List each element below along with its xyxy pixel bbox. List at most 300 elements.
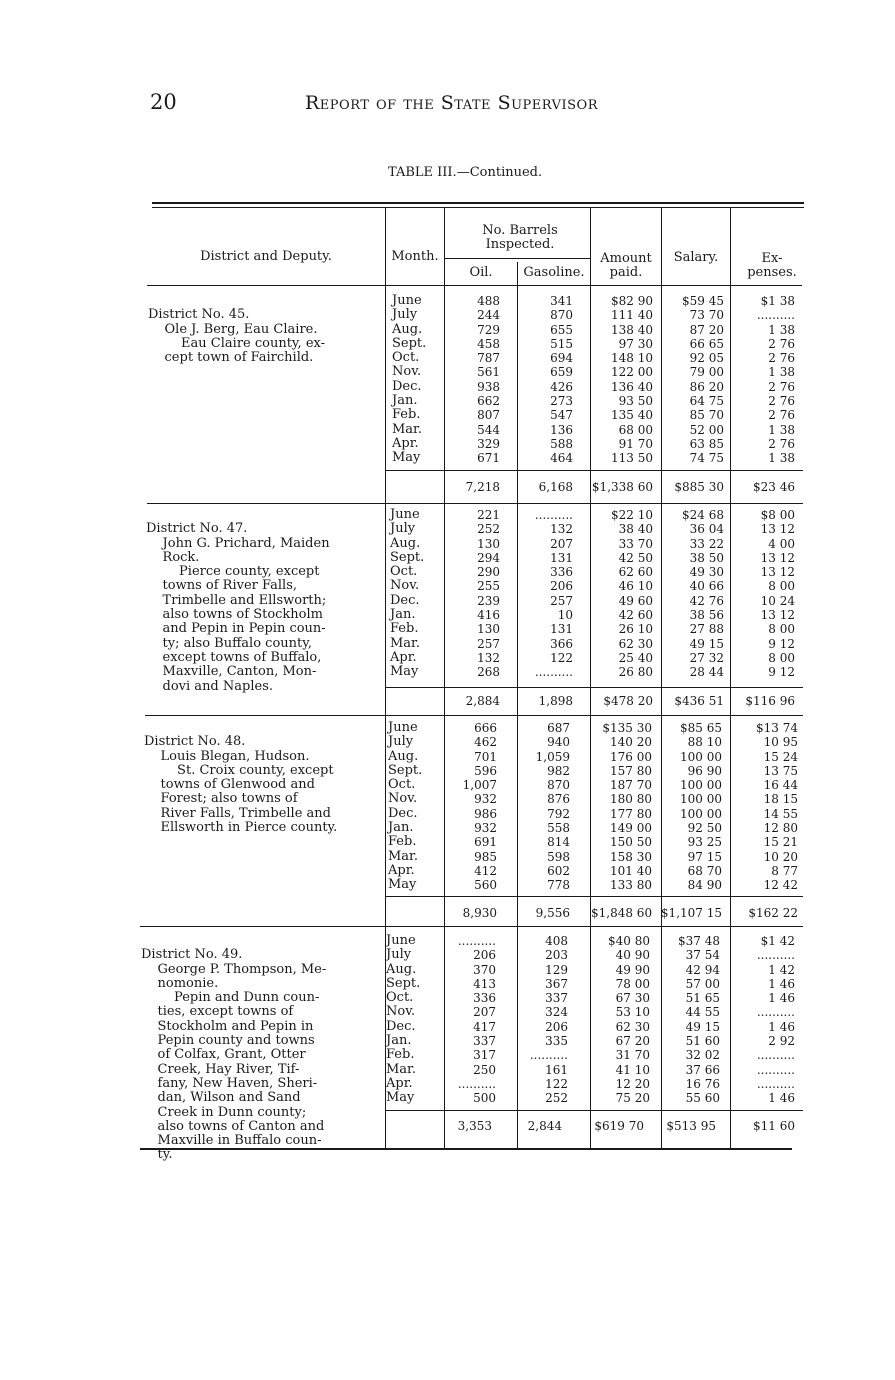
expenses-cell: 1 46 (768, 1019, 795, 1034)
gasoline-cell: 122 (550, 650, 573, 665)
month-cell: Oct. (388, 777, 416, 793)
salary-cell: 32 02 (685, 1048, 720, 1063)
district-line: St. Croix county, except (144, 762, 334, 778)
district-line: District No. 45. (148, 307, 250, 323)
salary-cell: 93 25 (687, 835, 722, 850)
salary-cell: 51 65 (685, 991, 720, 1006)
expenses-cell: 1 46 (768, 1091, 795, 1106)
amount-cell: 135 40 (611, 408, 653, 423)
amount-cell: 138 40 (611, 322, 653, 337)
oil-column (445, 294, 500, 466)
salary-cell: 33 22 (689, 536, 724, 551)
expenses-cell: 1 38 (768, 422, 795, 437)
gasoline-cell: 337 (545, 991, 568, 1006)
month-cell: June (392, 293, 422, 308)
amount-cell: 93 50 (618, 394, 653, 409)
oil-cell: 206 (473, 948, 496, 963)
district-line: ties, except towns of (141, 1004, 294, 1020)
month-cell: July (386, 947, 412, 963)
month-cell: Feb. (390, 621, 419, 637)
total-gasoline: 2,844 (527, 1119, 562, 1133)
gasoline-cell: .......... (529, 1048, 568, 1063)
amount-cell: 12 20 (615, 1076, 650, 1091)
gasoline-cell: 207 (550, 536, 573, 551)
salary-cell: 63 85 (689, 436, 724, 451)
month-cell: Nov. (388, 791, 418, 807)
expenses-cell: 13 12 (760, 565, 795, 580)
month-cell: Aug. (390, 535, 421, 551)
amount-cell: 148 10 (611, 351, 653, 366)
gasoline-cell: 940 (547, 735, 570, 750)
amount-column (591, 934, 650, 1106)
gasoline-column (518, 294, 573, 466)
amount-cell: 38 40 (618, 522, 653, 537)
amount-cell: 122 00 (611, 365, 653, 380)
district-line: nomonie. (141, 975, 219, 991)
total-amount: $1,848 60 (591, 906, 653, 920)
gasoline-cell: 588 (550, 436, 573, 451)
month-cell: Aug. (386, 961, 417, 977)
expenses-column (731, 294, 795, 466)
district-line: District No. 48. (144, 734, 246, 750)
expenses-column (727, 934, 795, 1106)
gasoline-column (518, 721, 570, 893)
oil-cell: .......... (457, 1076, 496, 1091)
month-cell: May (388, 877, 417, 893)
total-rule (385, 687, 803, 688)
oil-cell: 932 (474, 821, 497, 836)
gasoline-cell: 870 (547, 778, 570, 793)
amount-cell: 113 50 (611, 451, 653, 466)
total-rule (385, 470, 803, 471)
district-line: Pepin county and towns (141, 1033, 315, 1049)
barrels-subrule (445, 258, 590, 259)
amount-cell: 26 80 (618, 665, 653, 680)
district-line: District No. 47. (146, 521, 248, 537)
salary-cell: 27 88 (689, 622, 724, 637)
expenses-cell: 1 38 (768, 322, 795, 337)
amount-cell: 75 20 (615, 1091, 650, 1106)
oil-cell: 268 (477, 665, 500, 680)
total-salary: $885 30 (674, 480, 724, 494)
amount-cell: $22 10 (611, 508, 653, 522)
salary-cell: 51 60 (685, 1034, 720, 1049)
month-column (392, 294, 442, 466)
gasoline-cell: 792 (547, 806, 570, 821)
expenses-cell: 1 38 (768, 365, 795, 380)
month-cell: Dec. (392, 378, 422, 394)
expenses-cell: .......... (756, 948, 795, 963)
salary-cell: 92 05 (689, 351, 724, 366)
total-amount: $478 20 (603, 694, 653, 708)
expenses-cell: .......... (756, 308, 795, 323)
district-description (146, 508, 330, 708)
month-column (390, 508, 440, 680)
salary-cell: 84 90 (687, 878, 722, 893)
amount-cell: 176 00 (610, 749, 652, 764)
expenses-cell: .......... (756, 1048, 795, 1063)
district-line: Maxville, Canton, Mon- (146, 664, 317, 680)
salary-column (662, 934, 720, 1106)
oil-cell: 544 (477, 422, 500, 437)
month-cell: Sept. (388, 762, 423, 778)
amount-cell: 62 30 (618, 636, 653, 651)
gasoline-cell: 464 (550, 451, 573, 466)
expenses-cell: 2 76 (768, 379, 795, 394)
district-line: Rock. (146, 549, 200, 565)
gasoline-cell: 1,059 (535, 749, 570, 764)
oil-cell: 257 (477, 636, 500, 651)
month-cell: Jan. (390, 607, 416, 623)
month-cell: May (386, 1090, 415, 1106)
gasoline-cell: 694 (550, 351, 573, 366)
expenses-cell: 14 55 (763, 806, 798, 821)
oil-cell: 561 (477, 365, 500, 380)
salary-cell: 16 76 (685, 1076, 720, 1091)
expenses-cell: 2 76 (768, 394, 795, 409)
amount-cell: 78 00 (615, 976, 650, 991)
month-column (386, 934, 436, 1106)
total-rule (385, 1110, 803, 1111)
gasoline-cell: 367 (545, 976, 568, 991)
month-cell: Aug. (392, 321, 423, 337)
salary-column (662, 508, 724, 680)
gasoline-cell: 426 (550, 379, 573, 394)
district-description (144, 721, 337, 850)
oil-column (445, 508, 500, 680)
expenses-cell: 2 76 (768, 351, 795, 366)
salary-cell: $85 65 (680, 721, 722, 735)
oil-cell: 729 (477, 322, 500, 337)
amount-cell: $82 90 (611, 294, 653, 308)
header-gasoline: Gasoline. (523, 265, 585, 280)
total-expenses: $11 60 (753, 1119, 795, 1133)
gasoline-cell: 655 (550, 322, 573, 337)
oil-cell: 290 (477, 565, 500, 580)
salary-cell: 97 15 (687, 849, 722, 864)
salary-column (662, 294, 724, 466)
amount-cell: 53 10 (615, 1005, 650, 1020)
total-expenses: $162 22 (748, 906, 798, 920)
oil-cell: 671 (477, 451, 500, 466)
month-cell: July (390, 521, 416, 537)
month-cell: Dec. (386, 1018, 416, 1034)
oil-cell: 132 (477, 650, 500, 665)
total-gasoline: 9,556 (535, 906, 570, 920)
gasoline-cell: 778 (547, 878, 570, 893)
amount-cell: 187 70 (610, 778, 652, 793)
oil-cell: 666 (474, 721, 497, 735)
oil-cell: 986 (474, 806, 497, 821)
amount-cell: 91 70 (618, 436, 653, 451)
salary-cell: 37 66 (685, 1062, 720, 1077)
amount-cell: 150 50 (610, 835, 652, 850)
month-cell: June (390, 507, 420, 522)
month-cell: Nov. (392, 364, 422, 380)
district-line: and Pepin in Pepin coun- (146, 621, 326, 637)
district-line: District No. 49. (141, 947, 243, 963)
expenses-cell: 2 76 (768, 436, 795, 451)
header-amount: Amount paid. (600, 251, 652, 280)
month-cell: Jan. (392, 393, 418, 409)
expenses-cell: 1 46 (768, 991, 795, 1006)
gasoline-cell: 659 (550, 365, 573, 380)
expenses-cell: 13 12 (760, 522, 795, 537)
total-salary: $513 95 (666, 1119, 716, 1133)
total-expenses: $116 96 (745, 694, 795, 708)
expenses-cell: 16 44 (763, 778, 798, 793)
oil-cell: 130 (477, 536, 500, 551)
gasoline-cell: 341 (550, 294, 573, 308)
oil-cell: 500 (473, 1091, 496, 1106)
header-district: District and Deputy. (200, 249, 332, 264)
total-oil: 8,930 (462, 906, 497, 920)
gasoline-cell: 335 (545, 1034, 568, 1049)
salary-cell: 73 70 (689, 308, 724, 323)
salary-cell: 74 75 (689, 451, 724, 466)
oil-cell: 336 (473, 991, 496, 1006)
gasoline-cell: 687 (547, 721, 570, 735)
oil-cell: 488 (477, 294, 500, 308)
oil-cell: 807 (477, 408, 500, 423)
amount-cell: 40 90 (615, 948, 650, 963)
amount-cell: 133 80 (610, 878, 652, 893)
expenses-cell: 10 95 (763, 735, 798, 750)
gasoline-cell: 547 (550, 408, 573, 423)
month-cell: Apr. (392, 435, 419, 451)
salary-cell: 96 90 (687, 763, 722, 778)
oil-cell: 370 (473, 962, 496, 977)
month-cell: Feb. (388, 834, 417, 850)
oil-cell: 250 (473, 1062, 496, 1077)
oil-cell: 691 (474, 835, 497, 850)
oil-column (445, 721, 497, 893)
district-line: Creek in Dunn county; (141, 1104, 307, 1120)
amount-cell: 62 30 (615, 1019, 650, 1034)
month-cell: Mar. (390, 635, 420, 651)
oil-cell: 596 (474, 763, 497, 778)
district-line: Louis Blegan, Hudson. (144, 748, 310, 764)
month-cell: Apr. (388, 862, 415, 878)
district-line: fany, New Haven, Sheri- (141, 1075, 318, 1091)
month-cell: Sept. (390, 549, 425, 565)
total-amount: $619 70 (594, 1119, 644, 1133)
salary-cell: 40 66 (689, 579, 724, 594)
total-oil: 7,218 (465, 480, 500, 494)
oil-cell: 932 (474, 792, 497, 807)
month-cell: Mar. (388, 848, 418, 864)
salary-cell: $24 68 (682, 508, 724, 522)
total-oil: 2,884 (465, 694, 500, 708)
month-cell: Mar. (386, 1061, 416, 1077)
salary-cell: 85 70 (689, 408, 724, 423)
oil-cell: 255 (477, 579, 500, 594)
salary-cell: 38 50 (689, 550, 724, 565)
oil-cell: 329 (477, 436, 500, 451)
expenses-cell: 1 46 (768, 976, 795, 991)
expenses-cell: 8 00 (768, 650, 795, 665)
amount-cell: 42 60 (618, 608, 653, 623)
salary-cell: 87 20 (689, 322, 724, 337)
gasoline-column (510, 934, 568, 1106)
district-line: Ellsworth in Pierce county. (144, 820, 338, 836)
month-cell: Dec. (390, 592, 420, 608)
oil-cell: 221 (477, 508, 500, 522)
expenses-cell: 8 00 (768, 579, 795, 594)
running-head (305, 92, 598, 114)
expenses-cell: 13 75 (763, 763, 798, 778)
total-oil: 3,353 (457, 1119, 492, 1133)
total-amount: $1,338 60 (591, 480, 653, 494)
amount-column (591, 294, 653, 466)
district-line: towns of River Falls, (146, 578, 297, 594)
amount-column (591, 721, 652, 893)
salary-cell: 57 00 (685, 976, 720, 991)
district-line: Trimbelle and Ellsworth; (146, 592, 327, 608)
district-line: River Falls, Trimbelle and (144, 805, 331, 821)
amount-cell: 49 60 (618, 593, 653, 608)
salary-cell: 49 15 (689, 636, 724, 651)
salary-cell: 44 55 (685, 1005, 720, 1020)
district-description (148, 294, 325, 380)
month-cell: Nov. (386, 1004, 416, 1020)
month-cell: May (390, 664, 419, 680)
salary-cell: 86 20 (689, 379, 724, 394)
header-barrels: No. Barrels Inspected. (482, 223, 558, 252)
running-head-text: Report of the State Supervisor (305, 92, 598, 114)
salary-cell: 27 32 (689, 650, 724, 665)
amount-cell: 97 30 (618, 336, 653, 351)
table-title: TABLE III.—Continued. (388, 165, 543, 180)
amount-cell: 25 40 (618, 650, 653, 665)
month-cell: June (388, 720, 418, 735)
month-column (388, 721, 438, 893)
salary-cell: 55 60 (685, 1091, 720, 1106)
month-cell: Jan. (386, 1033, 412, 1049)
oil-cell: 985 (474, 849, 497, 864)
amount-cell: $40 80 (608, 934, 650, 948)
salary-cell: 88 10 (687, 735, 722, 750)
month-cell: Feb. (386, 1047, 415, 1063)
district-line: John G. Prichard, Maiden (146, 535, 330, 551)
month-cell: Sept. (386, 975, 421, 991)
gasoline-cell: 602 (547, 863, 570, 878)
district-line: Ole J. Berg, Eau Claire. (148, 321, 318, 337)
gasoline-column (518, 508, 573, 680)
gasoline-cell: 515 (550, 336, 573, 351)
gasoline-cell: 870 (550, 308, 573, 323)
gasoline-cell: 366 (550, 636, 573, 651)
amount-cell: 33 70 (618, 536, 653, 551)
gasoline-cell: 203 (545, 948, 568, 963)
salary-cell: 100 00 (680, 806, 722, 821)
gasoline-cell: 408 (545, 934, 568, 948)
expenses-cell: $8 00 (760, 508, 795, 522)
district-line: Creek, Hay River, Tif- (141, 1061, 300, 1077)
expenses-cell: 13 12 (760, 608, 795, 623)
gasoline-cell: 598 (547, 849, 570, 864)
oil-cell: 938 (477, 379, 500, 394)
top-rule (152, 202, 804, 204)
amount-cell: 111 40 (611, 308, 653, 323)
salary-cell: $37 48 (678, 934, 720, 948)
expenses-cell: .......... (756, 1005, 795, 1020)
salary-cell: 100 00 (680, 778, 722, 793)
gasoline-cell: 131 (550, 622, 573, 637)
gasoline-cell: 10 (557, 608, 573, 623)
salary-cell: 92 50 (687, 821, 722, 836)
expenses-cell: 4 00 (768, 536, 795, 551)
expenses-cell: 15 21 (763, 835, 798, 850)
oil-cell: 462 (474, 735, 497, 750)
expenses-cell: 12 42 (763, 878, 798, 893)
salary-cell: 42 94 (685, 962, 720, 977)
oil-cell: 317 (473, 1048, 496, 1063)
salary-cell: 37 54 (685, 948, 720, 963)
amount-cell: 41 10 (615, 1062, 650, 1077)
amount-cell: 177 80 (610, 806, 652, 821)
amount-cell: 180 80 (610, 792, 652, 807)
salary-cell: 36 04 (689, 522, 724, 537)
salary-cell: 79 00 (689, 365, 724, 380)
month-cell: Oct. (392, 350, 420, 366)
gasoline-cell: 814 (547, 835, 570, 850)
amount-cell: 149 00 (610, 821, 652, 836)
month-cell: Mar. (392, 421, 422, 437)
section-rule (140, 926, 803, 927)
gasoline-cell: 982 (547, 763, 570, 778)
amount-cell: 101 40 (610, 863, 652, 878)
expenses-cell: 10 24 (760, 593, 795, 608)
section-rule (147, 503, 803, 504)
salary-column (662, 721, 722, 893)
expenses-cell: 2 76 (768, 408, 795, 423)
expenses-cell: 10 20 (763, 849, 798, 864)
oil-cell: 207 (473, 1005, 496, 1020)
expenses-cell: 1 38 (768, 451, 795, 466)
gasoline-cell: 558 (547, 821, 570, 836)
district-line: Eau Claire county, ex- (148, 335, 326, 351)
salary-cell: 49 15 (685, 1019, 720, 1034)
oil-cell: 787 (477, 351, 500, 366)
month-cell: Feb. (392, 407, 421, 423)
total-salary: $1,107 15 (660, 906, 722, 920)
oil-cell: 130 (477, 622, 500, 637)
gasoline-cell: 132 (550, 522, 573, 537)
gasoline-cell: 206 (545, 1019, 568, 1034)
amount-cell: 136 40 (611, 379, 653, 394)
oil-cell: 662 (477, 394, 500, 409)
expenses-cell: $1 42 (760, 934, 795, 948)
gasoline-cell: 252 (545, 1091, 568, 1106)
oil-cell: 252 (477, 522, 500, 537)
gasoline-cell: 206 (550, 579, 573, 594)
header-month: Month. (391, 249, 439, 264)
expenses-cell: .......... (756, 1062, 795, 1077)
expenses-cell: 12 80 (763, 821, 798, 836)
district-line: ty; also Buffalo county, (146, 635, 313, 651)
amount-cell: 49 90 (615, 962, 650, 977)
district-line: dovi and Naples. (146, 678, 273, 694)
total-gasoline: 1,898 (538, 694, 573, 708)
oil-cell: .......... (457, 934, 496, 948)
amount-cell: 157 80 (610, 763, 652, 778)
expenses-cell: 9 12 (768, 665, 795, 680)
month-cell: Nov. (390, 578, 420, 594)
total-rule (385, 896, 803, 897)
month-cell: May (392, 450, 421, 466)
salary-cell: 68 70 (687, 863, 722, 878)
